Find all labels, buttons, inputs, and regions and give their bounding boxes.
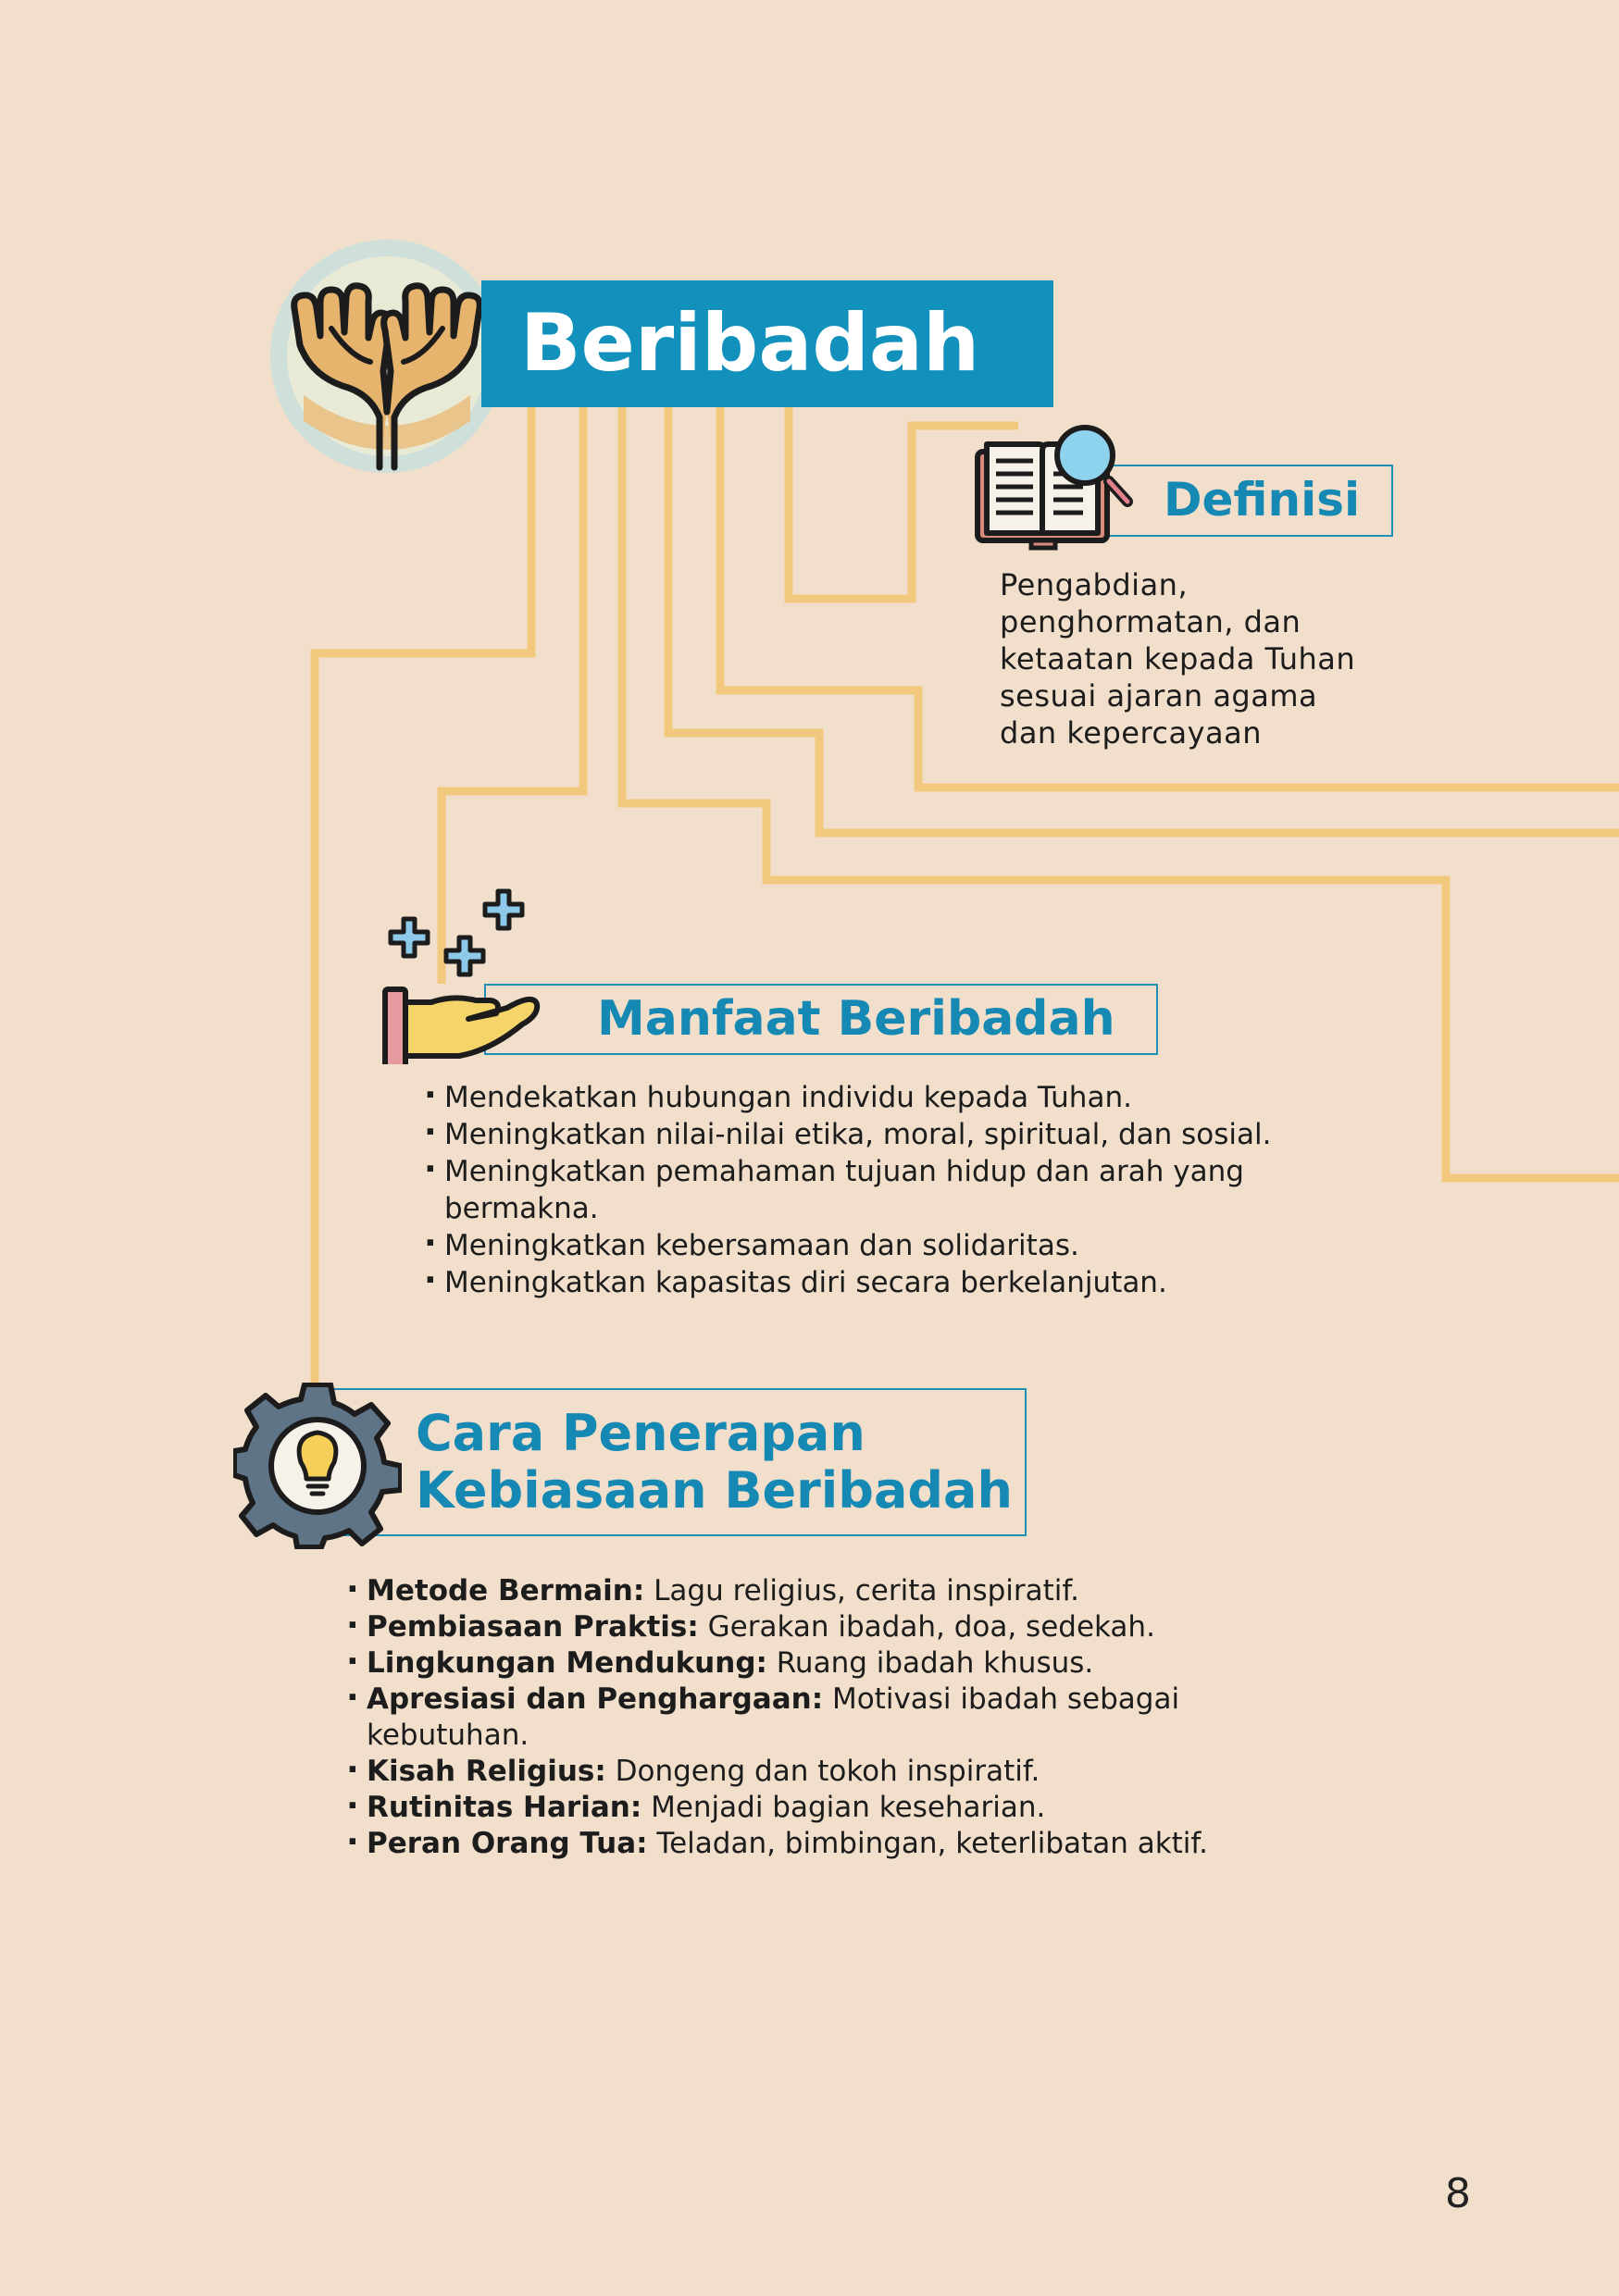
manfaat-list — [444, 1079, 1314, 1301]
item-text: Gerakan ibadah, doa, sedekah. — [698, 1610, 1155, 1644]
list-item — [367, 1573, 1292, 1609]
item-text: Menjadi bagian keseharian. — [641, 1791, 1046, 1824]
list-item — [367, 1645, 1292, 1682]
item-label: Kisah Religius: — [367, 1755, 606, 1788]
definisi-line: sesuai ajaran agama — [1000, 678, 1318, 714]
list-item — [367, 1609, 1292, 1645]
book-magnifier-icon — [974, 424, 1136, 553]
definisi-line: dan kepercayaan — [1000, 715, 1263, 751]
item-label: Peran Orang Tua: — [367, 1827, 648, 1860]
definisi-line: ketaatan kepada Tuhan — [1000, 641, 1356, 676]
cara-heading — [329, 1388, 1027, 1536]
list-item — [367, 1826, 1292, 1862]
definisi-line: Pengabdian, — [1000, 567, 1189, 602]
item-text: Lagu religius, cerita inspiratif. — [644, 1574, 1079, 1607]
gear-lightbulb-icon — [233, 1383, 402, 1549]
definisi-text — [1000, 566, 1389, 751]
list-item — [367, 1790, 1292, 1826]
definisi-line: penghormatan, dan — [1000, 604, 1301, 639]
list-item: · Mendekatkan hubungan individu kepada Tuhan. — [444, 1079, 1314, 1116]
cara-heading-line1: Cara Penerapan — [416, 1404, 866, 1462]
item-text: Teladan, bimbingan, keterlibatan aktif. — [647, 1827, 1208, 1860]
definisi-heading: Definisi — [1106, 465, 1393, 537]
item-label: Apresiasi dan Penghargaan: — [367, 1682, 824, 1716]
list-item: · Meningkatkan kebersamaan dan solidaritas. — [444, 1227, 1314, 1264]
list-item — [367, 1682, 1292, 1754]
cara-heading-line2: Kebiasaan Beribadah — [416, 1461, 1013, 1520]
page-number: 8 — [1445, 2170, 1471, 2217]
list-item: · Meningkatkan nilai-nilai etika, moral, spiritual, dan sosial. — [444, 1116, 1314, 1153]
item-label: Rutinitas Harian: — [367, 1791, 642, 1824]
item-label: Lingkungan Mendukung: — [367, 1646, 767, 1680]
list-item: · Meningkatkan pemahaman tujuan hidup dan arah yang bermakna. — [444, 1153, 1314, 1227]
item-label: Metode Bermain: — [367, 1574, 645, 1607]
page-title: Beribadah — [481, 280, 1053, 407]
list-item: · Meningkatkan kapasitas diri secara berkelanjutan. — [444, 1264, 1314, 1301]
cara-list — [367, 1573, 1292, 1862]
praying-hands-icon — [267, 236, 507, 477]
item-text: Ruang ibadah khusus. — [766, 1646, 1094, 1680]
hand-sparkles-icon — [380, 884, 542, 1064]
list-item — [367, 1754, 1292, 1790]
item-text: Motivasi ibadah sebagai kebutuhan. — [367, 1682, 1180, 1752]
manfaat-heading: Manfaat Beribadah — [484, 984, 1158, 1055]
item-label: Pembiasaan Praktis: — [367, 1610, 699, 1644]
item-text: Dongeng dan tokoh inspiratif. — [605, 1755, 1040, 1788]
